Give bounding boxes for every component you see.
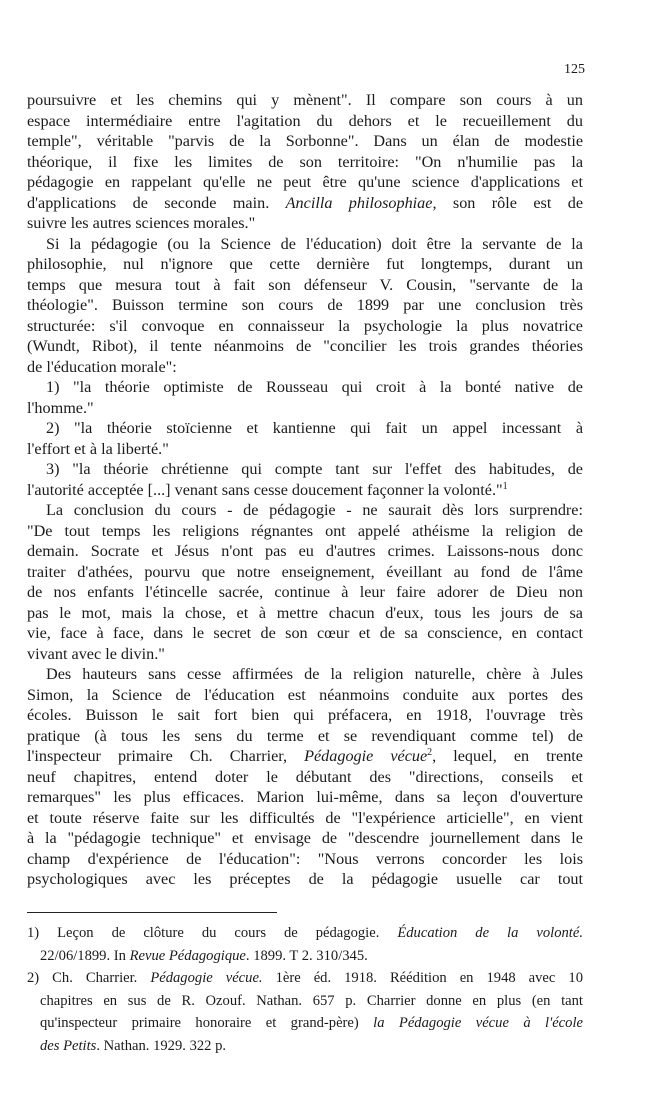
text-line: pas le mot, mais la chose, et à mettre chacun d'eux, tous les jours de sa [27,603,583,622]
text-line: espace intermédiaire entre l'agitation du dehors et le recueillement du [27,111,583,130]
text-line [27,1012,583,1035]
text-line: traiter d'athées, pourvu que notre enseignement, éveillant au fond de l'âme [27,562,583,581]
text-segment: d'applications de seconde main. [27,193,286,212]
text-line: à la "pédagogie technique" et envisage de "descendre journellement dans le [27,829,583,847]
paragraph [27,377,583,418]
text-line: écoles. Buisson le sait fort bien qui préfacera, en 1918, l'ouvrage très [27,706,583,724]
text-line [27,1035,583,1058]
italic-text: Revue Pédagogique [129,947,246,964]
text-line: l'homme." [27,398,94,417]
text-line: La conclusion du cours - de pédagogie - ne saurait dès lors surprendre: [46,501,583,519]
footnote-marker: 2 [427,747,433,758]
text-line: vivant avec le divin." [27,644,165,663]
footnote-separator [27,912,277,913]
text-segment: qu'inspecteur primaire honoraire et grand-père) [40,1015,374,1031]
text-line: et toute réserve faite sur les difficultés de "l'expérience articielle", en vient [27,808,583,827]
text-segment: 1ère éd. 1918. Réédition en 1948 avec 10 [262,970,583,986]
text-line: l'effort et à la liberté." [27,439,169,458]
text-line: 3) "la théorie chrétienne qui compte tant sur l'effet des habitudes, de [46,460,583,478]
footnote [27,922,583,967]
text-line: remarques" les plus efficaces. Marion lui-même, dans sa leçon d'ouverture [27,788,583,806]
text-line: Des hauteurs sans cesse affirmées de la religion naturelle, chère à Jules [46,665,583,683]
text-segment: 2) Ch. Charrier. [27,970,151,986]
italic-text: des Petits [40,1037,97,1054]
text-segment: l'autorité acceptée [...] venant sans cesse doucement façonner la volonté." [27,480,503,499]
italic-text: Pédagogie vécue. [150,970,263,986]
text-line: Simon, la Science de l'éducation est néanmoins conduite aux portes des [27,685,583,704]
text-segment: . Nathan. 1929. 322 p. [96,1037,227,1054]
text-line: de nos enfants l'étincelle sacrée, continue à leur faire adorer de Dieu non [27,583,583,601]
paragraph [27,459,583,500]
text-segment: 22/06/1899. In [40,947,130,964]
text-segment: l'inspecteur primaire Ch. Charrier, [27,747,305,765]
text-line: 1) "la théorie optimiste de Rousseau qui croit à la bonté native de [46,378,583,396]
text-line: demain. Socrate et Jésus n'ont pas eu d'autres crimes. Laissons-nous donc [27,542,583,560]
paragraph [27,418,583,459]
text-line [27,967,583,990]
paragraph [27,234,583,378]
text-line: psychologiques avec les préceptes de la pédagogie usuelle car tout [27,870,583,888]
footnote [27,967,583,1057]
italic-text: la Pédagogie vécue à l'école [373,1015,583,1031]
text-line [27,480,583,501]
paragraph [27,664,583,890]
footnotes [27,922,583,1057]
text-line: Si la pédagogie (ou la Science de l'éducation) doit être la servante de la [46,234,583,253]
text-line: 2) "la théorie stoïcienne et kantienne qui fait un appel incessant à [46,419,583,437]
text-line: de l'éducation morale": [27,357,177,376]
text-segment: son rôle est de [436,193,584,212]
text-line: théorique, il fixe les limites de son territoire: "On n'humilie pas la [27,152,583,171]
text-line [27,922,583,945]
text-line: structurée: s'il convoque en connaisseur la psychologie la plus novatrice [27,316,583,335]
paragraph [27,500,583,664]
text-line: théologie". Buisson termine son cours de 1899 par une conclusion très [27,296,583,314]
text-line: temple", véritable "parvis de la Sorbonne". Dans un élan de modestie [27,132,583,150]
text-line: poursuivre et les chemins qui y mènent". Il compare son cours à un [27,91,583,109]
page-number: 125 [564,62,585,77]
text-line: "De tout temps les religions régnantes ont appelé athéisme la religion de [27,521,583,540]
text-line [27,945,583,968]
footnote-marker: 1 [502,480,508,492]
text-line: champ d'expérience de l'éducation": "Nous verrons concorder les lois [27,849,583,868]
italic-text: Pédagogie vécue [304,747,428,765]
text-segment: . 1899. T 2. 310/345. [245,947,368,964]
text-line: vie, face à face, dans le secret de son cœur et de sa conscience, en contact [27,624,583,642]
italic-text: Ancilla philosophiae, [285,193,437,212]
text-segment: 1) Leçon de clôture du cours de pédagogie. [27,925,398,941]
text-line: (Wundt, Ribot), il tente néanmoins de "concilier les trois grandes théories [27,337,583,355]
text-line: neuf chapitres, entend doter le débutant des "directions, conseils et [27,767,583,786]
text-line: pratique (à tous les sens du terme et se revendiquant comme tel) de [27,726,583,745]
text-line: chapitres en sus de R. Ozouf. Nathan. 657 p. Charrier donne en plus (en tant [40,992,583,1009]
text-line: pédagogie en rappelant qu'elle ne peut être qu'une science d'applications et [27,173,583,191]
body-text [27,90,583,890]
text-line [27,746,583,767]
text-line: suivre les autres sciences morales." [27,214,256,232]
text-line: philosophie, nul n'ignore que cette dernière fut longtemps, durant un [27,255,583,273]
text-segment: , lequel, en trente [432,747,583,765]
text-line: temps que mesura tout à fait son défenseur V. Cousin, "servante de la [27,275,583,294]
paragraph [27,90,583,234]
italic-text: Éducation de la volonté. [397,925,583,941]
text-line [27,193,583,214]
